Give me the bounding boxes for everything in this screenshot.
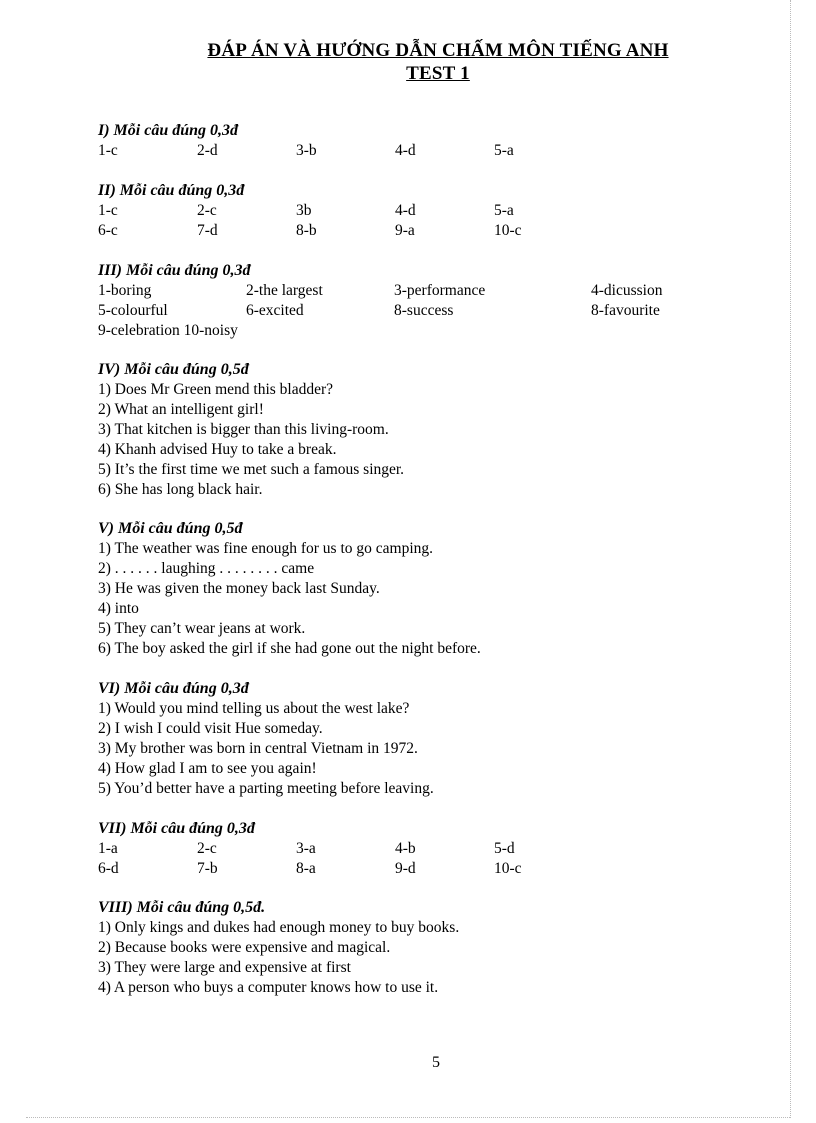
answer-cell: 8-success: [394, 302, 454, 319]
page-number: 5: [432, 1054, 440, 1071]
answer-cell: 7-d: [197, 222, 218, 239]
section-5: [98, 519, 738, 659]
answer-row: [98, 859, 738, 879]
answer-line: 9-celebration 10-noisy: [98, 322, 238, 339]
answer-cell: 5-a: [494, 202, 514, 219]
answer-cell: 5-d: [494, 840, 515, 857]
answer-line: 2) What an intelligent girl!: [98, 401, 264, 418]
answer-line: 2) . . . . . . laughing . . . . . . . . came: [98, 560, 315, 577]
document-subtitle: TEST 1: [406, 63, 470, 84]
answer-cell: 2-the largest: [246, 282, 323, 299]
section-4: [98, 360, 738, 500]
section-heading: I) Mỗi câu đúng 0,3đ: [98, 122, 239, 139]
answer-line: 5) You’d better have a parting meeting before leaving.: [98, 780, 434, 797]
answer-cell: 6-excited: [246, 302, 304, 319]
answer-row: [98, 141, 738, 161]
answer-cell: 2-d: [197, 142, 218, 159]
answer-cell: 4-d: [395, 202, 416, 219]
section-heading: IV) Mỗi câu đúng 0,5đ: [98, 361, 249, 378]
answer-line: 4) How glad I am to see you again!: [98, 760, 317, 777]
section-8: [98, 898, 738, 998]
page-edge-bottom: [26, 1117, 790, 1118]
answer-cell: 2-c: [197, 202, 217, 219]
answer-cell: 8-favourite: [591, 302, 660, 319]
answer-row: [98, 281, 738, 301]
answer-line: 5) They can’t wear jeans at work.: [98, 620, 306, 637]
answer-cell: 10-c: [494, 222, 522, 239]
answer-line: 1) Would you mind telling us about the west lake?: [98, 700, 410, 717]
answer-cell: 5-a: [494, 142, 514, 159]
answer-row: [98, 301, 738, 321]
answer-row: [98, 221, 738, 241]
answer-line: 5) It’s the first time we met such a famous singer.: [98, 461, 405, 478]
answer-cell: 6-d: [98, 860, 119, 877]
answer-line: 4) Khanh advised Huy to take a break.: [98, 441, 337, 458]
answer-line: 1) Does Mr Green mend this bladder?: [98, 381, 334, 398]
answer-cell: 4-d: [395, 142, 416, 159]
answer-cell: 4-b: [395, 840, 416, 857]
answer-line: 6) She has long black hair.: [98, 481, 263, 498]
document-title: ĐÁP ÁN VÀ HƯỚNG DẪN CHẤM MÔN TIẾNG ANH: [207, 40, 669, 61]
answer-cell: 3b: [296, 202, 312, 219]
section-heading: II) Mỗi câu đúng 0,3đ: [98, 182, 245, 199]
answer-line: 4) A person who buys a computer knows how to use it.: [98, 979, 439, 996]
answer-line: 3) They were large and expensive at first: [98, 959, 351, 976]
answer-cell: 4-dicussion: [591, 282, 663, 299]
answer-row: [98, 839, 738, 859]
section-heading: VII) Mỗi câu đúng 0,3đ: [98, 820, 255, 837]
answer-cell: 1-a: [98, 840, 118, 857]
answer-row: [98, 201, 738, 221]
answer-line: 6) The boy asked the girl if she had gone out the night before.: [98, 640, 481, 657]
answer-cell: 10-c: [494, 860, 522, 877]
answer-cell: 3-b: [296, 142, 317, 159]
answer-cell: 3-performance: [394, 282, 486, 299]
answer-cell: 2-c: [197, 840, 217, 857]
answer-cell: 1-boring: [98, 282, 152, 299]
section-heading: III) Mỗi câu đúng 0,3đ: [98, 262, 251, 279]
section-heading: V) Mỗi câu đúng 0,5đ: [98, 520, 243, 537]
answer-cell: 9-a: [395, 222, 415, 239]
answer-line: 3) That kitchen is bigger than this living-room.: [98, 421, 389, 438]
answer-cell: 8-a: [296, 860, 316, 877]
answer-cell: 5-colourful: [98, 302, 168, 319]
section-heading: VIII) Mỗi câu đúng 0,5đ.: [98, 899, 266, 916]
answer-line: 1) The weather was fine enough for us to go camping.: [98, 540, 434, 557]
answer-line: 3) He was given the money back last Sunday.: [98, 580, 380, 597]
section-heading: VI) Mỗi câu đúng 0,3đ: [98, 680, 249, 697]
answer-cell: 8-b: [296, 222, 317, 239]
answer-line: 1) Only kings and dukes had enough money to buy books.: [98, 919, 460, 936]
answer-cell: 6-c: [98, 222, 118, 239]
answer-line: 2) Because books were expensive and magical.: [98, 939, 391, 956]
answer-cell: 7-b: [197, 860, 218, 877]
answer-cell: 1-c: [98, 142, 118, 159]
section-2: [98, 181, 738, 241]
section-3: [98, 261, 738, 341]
section-7: [98, 819, 738, 879]
page-edge-right: [790, 0, 791, 1118]
answer-line: 4) into: [98, 600, 139, 617]
section-6: [98, 679, 738, 799]
answer-line: 2) I wish I could visit Hue someday.: [98, 720, 323, 737]
section-1: [98, 121, 738, 161]
answer-line: 3) My brother was born in central Vietnam in 1972.: [98, 740, 418, 757]
answer-cell: 9-d: [395, 860, 416, 877]
answer-cell: 1-c: [98, 202, 118, 219]
answer-cell: 3-a: [296, 840, 316, 857]
